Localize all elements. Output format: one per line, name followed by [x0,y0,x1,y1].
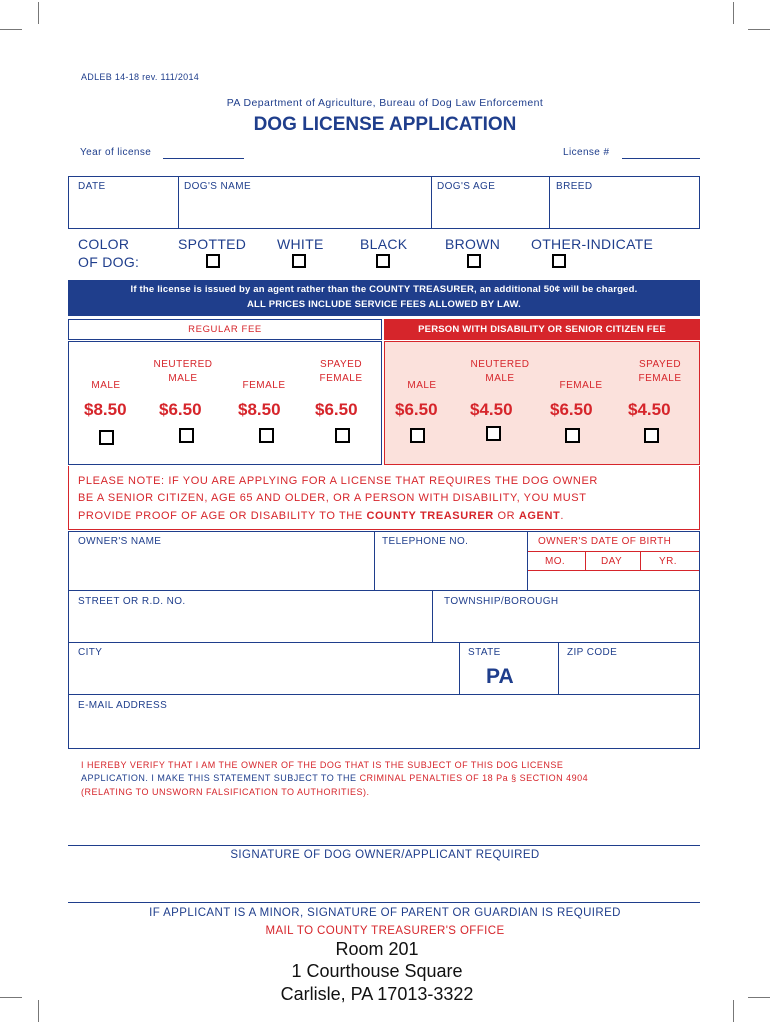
crop-mark [733,2,734,24]
page-title: DOG LICENSE APPLICATION [253,114,517,135]
fee-price: $6.50 [395,400,438,419]
color-label: OF DOG: [78,254,140,270]
please-note-line1: PLEASE NOTE: IF YOU ARE APPLYING FOR A LICENSE THAT REQUIRES THE DOG OWNER [78,475,598,487]
mail-to-label: MAIL TO COUNTY TREASURER'S OFFICE [265,925,505,937]
color-option-black: BLACK [360,236,408,252]
divider [528,570,699,571]
fee-price: $8.50 [84,400,127,419]
state-label: STATE [468,647,501,658]
address-line1: Room 201 [335,939,419,959]
dob-month-label: MO. [545,556,566,567]
crop-mark [38,2,39,24]
email-label: E-MAIL ADDRESS [78,700,168,711]
guardian-signature-line[interactable] [68,902,700,903]
city-label: CITY [78,647,103,658]
senior-fee-header-text: PERSON WITH DISABILITY OR SENIOR CITIZEN FEE [418,324,666,335]
license-number-field[interactable] [622,158,700,159]
fee-price: $4.50 [470,400,513,419]
fee-label: MALE [91,380,121,391]
form-code: ADLEB 14-18 rev. 111/2014 [81,72,200,82]
divider [640,552,641,570]
date-field-label: DATE [78,181,106,192]
telephone-label: TELEPHONE NO. [382,536,469,547]
fee-checkbox[interactable] [410,428,425,443]
license-number-label: License # [563,147,610,158]
divider [585,552,586,570]
agent-notice-line2: ALL PRICES INCLUDE SERVICE FEES ALLOWED BY LAW. [246,299,522,310]
fee-checkbox[interactable] [99,430,114,445]
dogs-name-field-label: DOG'S NAME [184,181,252,192]
owners-dob-label: OWNER'S DATE OF BIRTH [538,536,672,547]
spotted-checkbox[interactable] [206,254,220,268]
minor-label: IF APPLICANT IS A MINOR, SIGNATURE OF PARENT OR GUARDIAN IS REQUIRED [149,907,621,919]
brown-checkbox[interactable] [467,254,481,268]
other-checkbox[interactable] [552,254,566,268]
year-of-license-field[interactable] [163,158,244,159]
signature-line[interactable] [68,845,700,846]
divider [374,531,375,591]
verify-line3: (RELATING TO UNSWORN FALSIFICATION TO AUTHORITIES). [81,787,370,797]
agency-line: PA Department of Agriculture, Bureau of Dog Law Enforcement [226,97,544,109]
divider [432,590,433,643]
fee-price: $6.50 [315,400,358,419]
please-note-line3: PROVIDE PROOF OF AGE OR DISABILITY TO THE COUNTY TREASURER OR AGENT. [78,510,564,522]
divider [549,176,550,229]
color-option-other: OTHER-INDICATE [531,236,654,252]
fee-label: NEUTERED MALE [470,359,530,384]
address-line2: 1 Courthouse Square [291,961,463,981]
please-note-line2: BE A SENIOR CITIZEN, AGE 65 AND OLDER, OR A PERSON WITH DISABILITY, YOU MUST [78,492,587,504]
street-label: STREET OR R.D. NO. [78,596,186,607]
agent-notice-line1: If the license is issued by an agent rather than the COUNTY TREASURER, an additional 50¢ will be charged. [130,284,638,295]
fee-label: NEUTERED MALE [153,359,213,384]
dogs-age-field-label: DOG'S AGE [437,181,496,192]
regular-fee-header-text: REGULAR FEE [188,324,262,335]
fee-label: SPAYED FEMALE [638,359,682,384]
fee-checkbox[interactable] [259,428,274,443]
color-option-white: WHITE [277,236,324,252]
verify-line2: APPLICATION. I MAKE THIS STATEMENT SUBJECT TO THE CRIMINAL PENALTIES OF 18 Pa § SECTION 4904 [81,773,589,783]
fee-price: $6.50 [159,400,202,419]
fee-price: $6.50 [550,400,593,419]
fee-price: $4.50 [628,400,671,419]
fee-label: MALE [407,380,437,391]
zip-label: ZIP CODE [567,647,618,658]
fee-checkbox[interactable] [335,428,350,443]
state-value: PA [486,665,514,688]
divider [459,642,460,695]
fee-label: FEMALE [242,380,286,391]
breed-field-label: BREED [556,181,593,192]
color-option-brown: BROWN [445,236,501,252]
dob-year-label: YR. [659,556,677,567]
fee-checkbox[interactable] [486,426,501,441]
year-of-license-label: Year of license [80,147,152,158]
fee-label: FEMALE [559,380,603,391]
white-checkbox[interactable] [292,254,306,268]
signature-label: SIGNATURE OF DOG OWNER/APPLICANT REQUIRED [230,849,540,861]
fee-checkbox[interactable] [565,428,580,443]
dog-info-row [68,176,700,229]
address-line3: Carlisle, PA 17013-3322 [280,984,474,1004]
divider [431,176,432,229]
color-option-spotted: SPOTTED [178,236,247,252]
fee-checkbox[interactable] [644,428,659,443]
fee-checkbox[interactable] [179,428,194,443]
township-label: TOWNSHIP/BOROUGH [444,596,559,607]
owners-name-label: OWNER'S NAME [78,536,162,547]
black-checkbox[interactable] [376,254,390,268]
fee-price: $8.50 [238,400,281,419]
divider [178,176,179,229]
dob-day-label: DAY [601,556,623,567]
divider [558,642,559,695]
crop-mark [748,29,770,30]
fee-label: SPAYED FEMALE [319,359,363,384]
verify-line1: I HEREBY VERIFY THAT I AM THE OWNER OF THE DOG THAT IS THE SUBJECT OF THIS DOG LICENSE [81,760,564,770]
color-label: COLOR [78,236,130,252]
crop-mark [0,29,22,30]
